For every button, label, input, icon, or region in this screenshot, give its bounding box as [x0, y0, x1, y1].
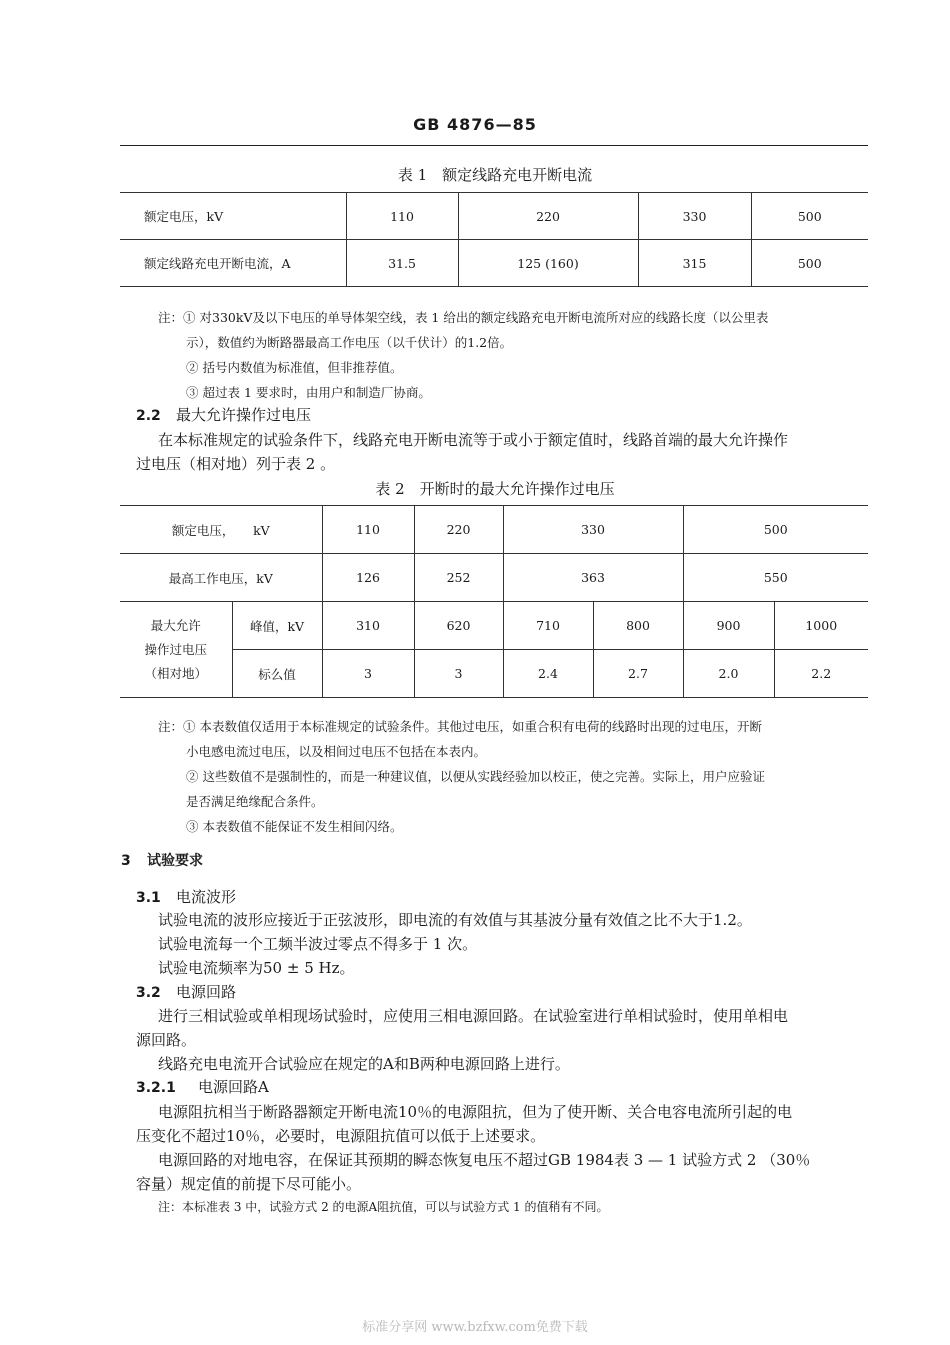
table2-row-rated-voltage [120, 506, 868, 554]
table1-cell: 31.5 [346, 240, 458, 287]
table2-cell: 220 [414, 506, 503, 554]
section-2-2-paragraph [136, 428, 876, 476]
table1-cell: 125 (160) [458, 240, 638, 287]
section-number: 3.1 [136, 890, 161, 906]
section-2-2-heading [136, 404, 311, 425]
table2-cell: 2.2 [774, 650, 868, 698]
table2-row-per-unit [120, 650, 868, 698]
table1-row-breaking-current [120, 240, 868, 287]
note-2: ② 括号内数值为标准值，但非推荐值。 [186, 360, 403, 375]
section-title: 试验要求 [147, 853, 203, 869]
table2-cell: 3 [322, 650, 414, 698]
table2-cell: 710 [503, 602, 593, 650]
table2-group-label [120, 602, 232, 698]
table1-caption: 表 1 额定线路充电开断电流 [397, 166, 593, 184]
table2-cell: 800 [593, 602, 683, 650]
note-prefix: 注： [158, 310, 184, 325]
table1-cell: 220 [458, 193, 638, 240]
group-label-line: 最大允许 [150, 617, 201, 633]
section-title: 电流波形 [176, 888, 237, 906]
note-prefix: 注： [158, 719, 184, 734]
table1-cell: 315 [638, 240, 751, 287]
table2 [120, 505, 868, 698]
section-3-1-body [158, 908, 878, 980]
section-number: 2.2 [136, 408, 161, 424]
group-label-line: 操作过电压 [144, 641, 207, 657]
table2-cell: 620 [414, 602, 503, 650]
note-1-line1: ① 本表数值仅适用于本标准规定的试验条件。其他过电压，如重合积有电荷的线路时出现的过电压，开断 [183, 719, 762, 734]
paragraph-line: 试验电流的波形应接近于正弦波形，即电流的有效值与其基波分量有效值之比不大于1.2。 [158, 911, 752, 929]
table1-notes [158, 305, 878, 405]
section-title: 电源回路A [198, 1078, 269, 1096]
table2-row-peak [120, 602, 868, 650]
table1-row-label: 额定线路充电开断电流，A [120, 240, 346, 287]
paragraph-line: 容量）规定值的前提下尽可能小。 [136, 1175, 362, 1193]
table2-cell: 252 [414, 554, 503, 602]
section-3-2-body [136, 1004, 876, 1076]
note-1-line1: ① 对330kV及以下电压的单导体架空线，表 1 给出的额定线路充电开断电流所对应的线路长度（以公里表 [183, 310, 769, 325]
table2-cell: 126 [322, 554, 414, 602]
section-number: 3.2.1 [136, 1080, 176, 1096]
table1-row-label: 额定电压，kV [120, 193, 346, 240]
table2-cell: 2.7 [593, 650, 683, 698]
table1-cell: 500 [751, 240, 868, 287]
table2-cell: 2.4 [503, 650, 593, 698]
table1-row-rated-voltage [120, 193, 868, 240]
section-3-2-1-note: 注：本标准表 3 中，试验方式 2 的电源A阻抗值，可以与试验方式 1 的值稍有不同。 [158, 1200, 609, 1214]
table2-cell: 500 [683, 506, 868, 554]
section-3-2-1-heading [136, 1076, 269, 1097]
section-3-2-1-body [136, 1100, 876, 1196]
paragraph-line: 线路充电电流开合试验应在规定的A和B两种电源回路上进行。 [158, 1055, 570, 1073]
table1-cell: 330 [638, 193, 751, 240]
footer-watermark: 标准分享网 www.bzfxw.com免费下载 [362, 1320, 588, 1335]
section-3-1-heading [136, 886, 236, 907]
section-3-heading [121, 850, 203, 870]
group-label-line: （相对地） [144, 665, 207, 681]
paragraph-line: 过电压（相对地）列于表 2 。 [136, 455, 336, 473]
table2-row-label: 最高工作电压，kV [120, 554, 322, 602]
paragraph-line: 电源回路的对地电容，在保证其预期的瞬态恢复电压不超过GB 1984表 3 — 1 试验方式 2 （30％ [158, 1151, 811, 1169]
paragraph-line: 试验电流每一个工频半波过零点不得多于 1 次。 [158, 935, 478, 953]
paragraph-line: 源回路。 [136, 1031, 197, 1049]
document-code: GB 4876—85 [413, 115, 537, 134]
note-2-line1: ② 这些数值不是强制性的，而是一种建议值，以便从实践经验加以校正，使之完善。实际上，用户应验证 [186, 769, 765, 784]
table2-row-label: 额定电压， kV [120, 506, 322, 554]
table2-caption: 表 2 开断时的最大允许操作过电压 [375, 480, 615, 498]
table2-row-max-voltage [120, 554, 868, 602]
table2-cell: 550 [683, 554, 868, 602]
table2-notes [158, 714, 878, 839]
table2-cell: 363 [503, 554, 683, 602]
table1-cell: 110 [346, 193, 458, 240]
table2-sub-label: 峰值，kV [232, 602, 322, 650]
paragraph-line: 试验电流频率为50 ± 5 Hz。 [158, 959, 355, 977]
note-3: ③ 超过表 1 要求时，由用户和制造厂协商。 [186, 385, 431, 400]
paragraph-line: 在本标准规定的试验条件下，线路充电开断电流等于或小于额定值时，线路首端的最大允许操作 [158, 431, 789, 449]
table2-sub-label: 标么值 [232, 650, 322, 698]
table2-cell: 1000 [774, 602, 868, 650]
note-1-line2: 示），数值约为断路器最高工作电压（以千伏计）的1.2倍。 [186, 335, 513, 350]
paragraph-line: 电源阻抗相当于断路器额定开断电流10％的电源阻抗，但为了使开断、关合电容电流所引起的电 [158, 1103, 793, 1121]
table2-cell: 330 [503, 506, 683, 554]
table2-cell: 2.0 [683, 650, 774, 698]
paragraph-line: 进行三相试验或单相现场试验时，应使用三相电源回路。在试验室进行单相试验时，使用单相电 [158, 1007, 789, 1025]
header-rule [120, 145, 868, 146]
note-3: ③ 本表数值不能保证不发生相间闪络。 [186, 819, 403, 834]
section-title: 电源回路 [176, 983, 237, 1001]
section-number: 3 [121, 853, 131, 869]
note-2-line2: 是否满足绝缘配合条件。 [186, 794, 324, 809]
table2-cell: 110 [322, 506, 414, 554]
paragraph-line: 压变化不超过10％，必要时，电源阻抗值可以低于上述要求。 [136, 1127, 546, 1145]
table2-cell: 3 [414, 650, 503, 698]
table2-cell: 310 [322, 602, 414, 650]
section-number: 3.2 [136, 985, 161, 1001]
table1-cell: 500 [751, 193, 868, 240]
section-3-2-heading [136, 981, 236, 1002]
note-1-line2: 小电感电流过电压，以及相间过电压不包括在本表内。 [186, 744, 487, 759]
section-title: 最大允许操作过电压 [176, 406, 312, 424]
table1 [120, 192, 868, 287]
table2-cell: 900 [683, 602, 774, 650]
